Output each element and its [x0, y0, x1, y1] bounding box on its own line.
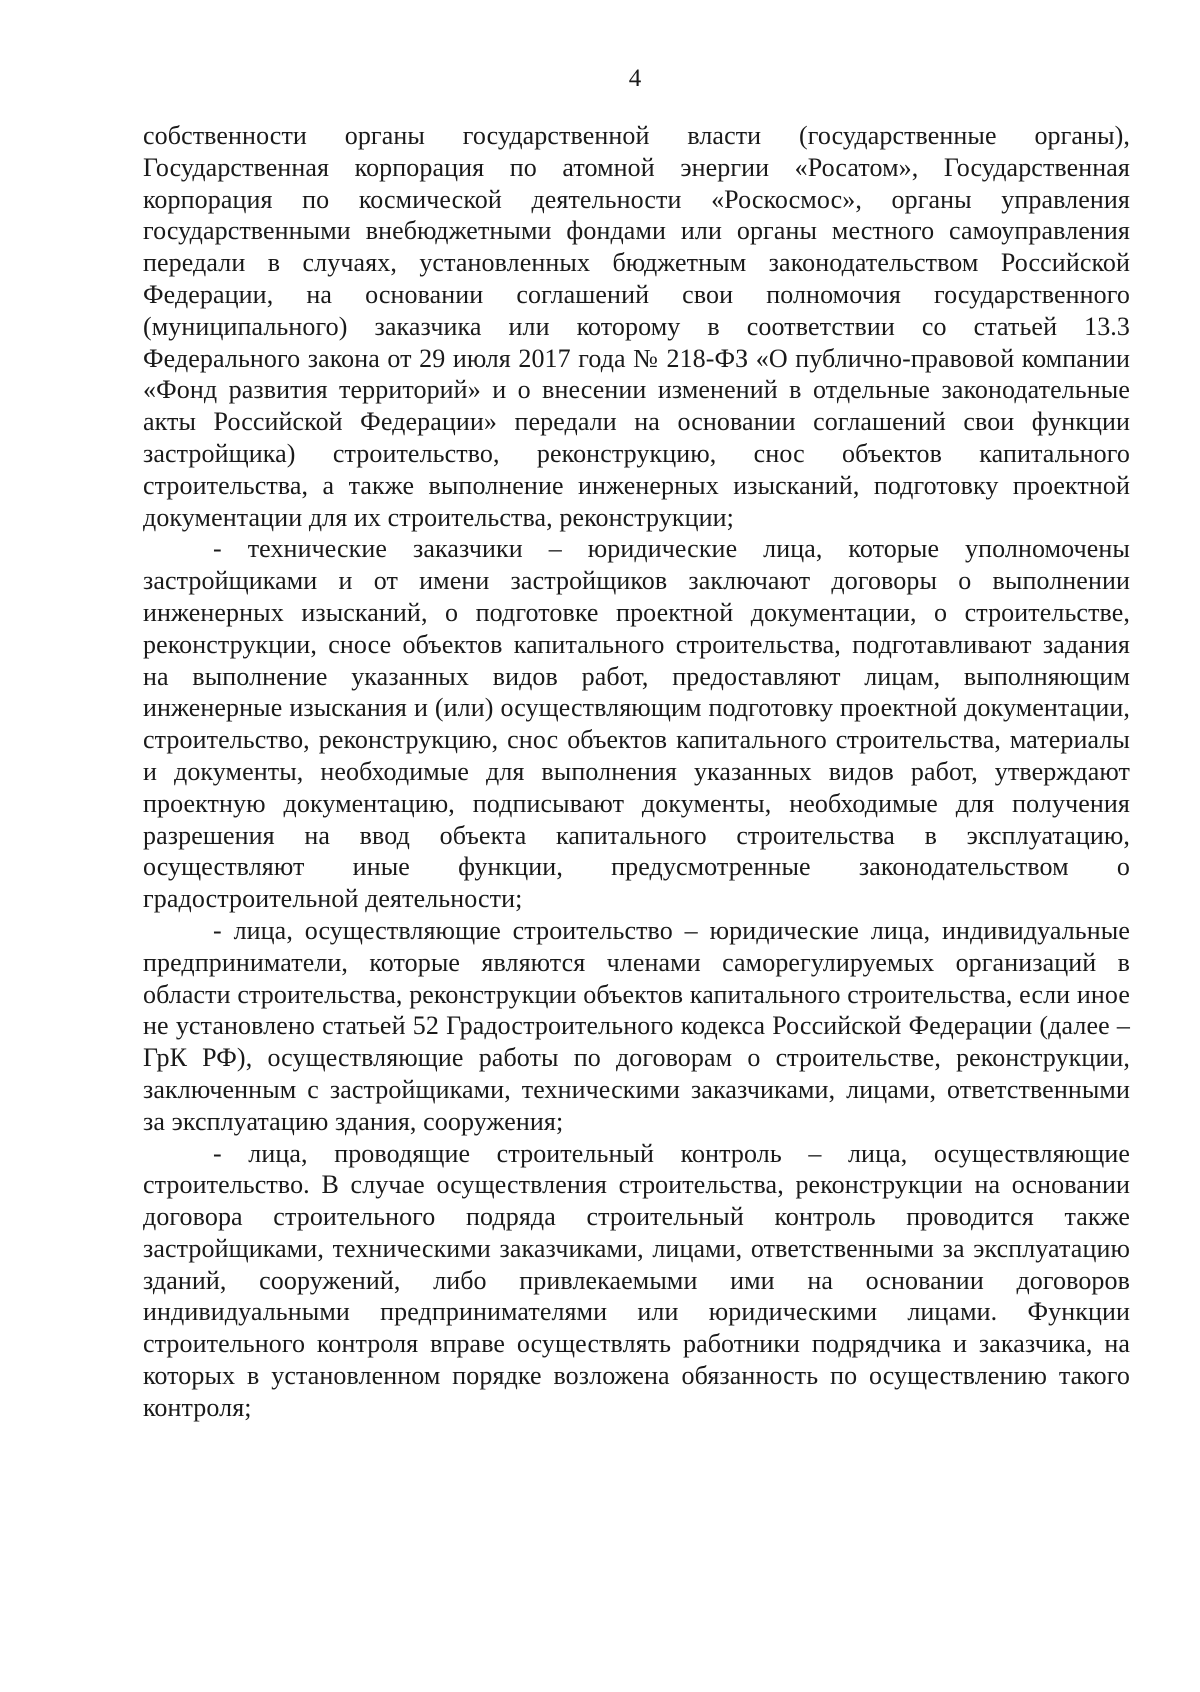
page-number: 4: [628, 65, 642, 92]
paragraph-construction-control: - лица, проводящие строительный контроль – лица, осуществляющие строительство. В случае осуществления строительства, реконструкции на основании договора строительного подряда строительный контроль проводится также застройщиками, техническими заказчиками, лицами, ответственными за эксплуатацию зданий, сооружений, либо привлекаемыми ими на основании договоров индивидуальными предпринимателями или юридическими лицами. Функции строительного контроля вправе осуществлять работники подрядчика и заказчика, на которых в установленном порядке возложена обязанность по осуществлению такого контроля;: [143, 1138, 1130, 1422]
paragraph-construction-performers: - лица, осуществляющие строительство – юридические лица, индивидуальные предприниматели, которые являются членами саморегулируемых организаций в области строительства, реконструкции объектов капитального строительства, если иное не установлено статьей 52 Градостроительного кодекса Российской Федерации (далее – ГрК РФ), осуществляющие работы по договорам о строительстве, реконструкции, заключенным с застройщиками, техническими заказчиками, лицами, ответственными за эксплуатацию здания, сооружения;: [143, 915, 1130, 1136]
document-body: [143, 120, 1130, 1424]
paragraph-technical-customers: - технические заказчики – юридические лица, которые уполномочены застройщиками и от имени застройщиков заключают договоры о выполнении инженерных изысканий, о подготовке проектной документации, о строительстве, реконструкции, сносе объектов капитального строительства, подготавливают задания на выполнение указанных видов работ, предоставляют лицам, выполняющим инженерные изыскания и (или) осуществляющим подготовку проектной документации, строительство, реконструкцию, снос объектов капитального строительства, материалы и документы, необходимые для выполнения указанных видов работ, утверждают проектную документацию, подписывают документы, необходимые для получения разрешения на ввод объекта капитального строительства в эксплуатацию, осуществляют иные функции, предусмотренные законодательством о градостроительной деятельности;: [143, 534, 1130, 914]
paragraph-continuation: собственности органы государственной власти (государственные органы), Государственная корпорация по атомной энергии «Росатом», Государственная корпорация по космической деятельности «Роскосмос», органы управления государственными внебюджетными фондами или органы местного самоуправления передали в случаях, установленных бюджетным законодательством Российской Федерации, на основании соглашений свои полномочия государственного (муниципального) заказчика или которому в соответствии со статьей 13.3 Федерального закона от 29 июля 2017 года № 218-ФЗ «О публично-правовой компании «Фонд развития территорий» и о внесении изменений в отдельные законодательные акты Российской Федерации» передали на основании соглашений свои функции застройщика) строительство, реконструкцию, снос объектов капитального строительства, а также выполнение инженерных изысканий, подготовку проектной документации для их строительства, реконструкции;: [143, 121, 1130, 532]
